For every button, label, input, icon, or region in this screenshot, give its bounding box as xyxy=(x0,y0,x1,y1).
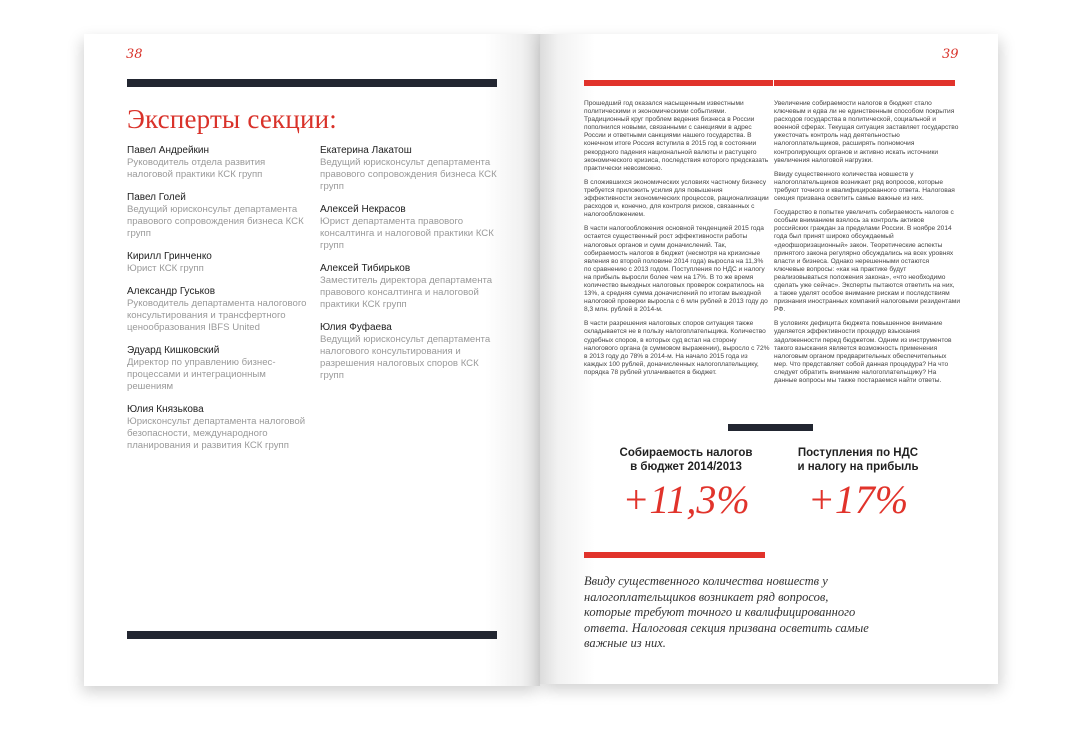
stat-value: +11,3% xyxy=(622,477,750,522)
expert-role: Ведущий юрисконсульт департамента правового сопровождения бизнеса КСК групп xyxy=(127,204,304,239)
top-red-bar-col1 xyxy=(584,80,773,86)
article-paragraph: Государство в попытке увеличить собираемость налогов с особым вниманием взялось за контроль активов российских граждан за пределами России. В ноябре 2014 года был принят широко обсуждаемый «деофшоризационный» закон. Теоретические аспекты принятого закона регулярно обсуждались на всех уровнях власти и бизнеса. Однако нерешенными остаются ключевые вопросы: «как на практике будут реализовываться положения закона», «что необходимо сделать уже сейчас». Эксперты пытаются ответить на них, а также уделят особое внимание рискам и последствиям признания иностранных компаний налоговыми резидентами РФ. xyxy=(774,209,961,314)
stat-label-line2: и налогу на прибыль xyxy=(797,461,919,473)
article-paragraph: Ввиду существенного количества новшеств у налогоплательщиков возникает ряд вопросов, которые требуют точного и квалифицированного ответа. Налоговая секция призвана осветить самые важные из них. xyxy=(774,170,955,203)
expert-name: Алексей Некрасов xyxy=(320,204,406,215)
stat-label-line2: в бюджет 2014/2013 xyxy=(630,461,742,473)
expert-role: Директор по управлению бизнес-процессами и интеграционным решениям xyxy=(127,357,276,392)
article-paragraph: Увеличение собираемости налогов в бюджет стало ключевым и едва ли не единственным способом покрытия расходов государства в политической, социальной и военной сферах. Текущая ситуация заставляет государство ужесточать контроль над деятельностью налогоплательщиков, расширять полномочия контролирующих органов и активно искать источники увеличения налоговой нагрузки. xyxy=(774,100,959,164)
expert-role: Ведущий юрисконсульт департамента правового сопровождения бизнеса КСК групп xyxy=(320,157,497,192)
expert-name: Юлия Князькова xyxy=(127,404,204,415)
expert-role: Заместитель директора департамента правового консалтинга и налоговой практики КСК групп xyxy=(320,275,493,310)
right-page xyxy=(540,34,998,684)
stat-block-vat-profit xyxy=(768,446,948,522)
expert-entry xyxy=(127,344,312,393)
expert-role: Ведущий юрисконсульт департамента налогового консультирования и разрешения налоговых споров КСК групп xyxy=(320,334,491,381)
top-divider-bar xyxy=(127,79,497,87)
stat-label-line1: Собираемость налогов xyxy=(619,447,753,459)
quote-red-bar xyxy=(584,552,765,558)
article-paragraph: В части налогообложения основной тенденцией 2015 года остается существенный рост эффективности работы налоговых органов и сумм доначислений. Так, собираемость налогов в бюджет (несмотря на кризисные явления во второй половине 2014 года) выросла на 11,3% по сравнению с 2013 годом. Поступления по НДС и налогу на прибыль выросли более чем на 17%. В то же время количество выездных налоговых проверок сократилось на 13%, а средняя сумма доначислений по итогам выездной налоговой проверки выросла с 6 млн рублей в 2013 году до 8,3 млн. рублей в 2014-м. xyxy=(584,225,768,314)
article-paragraph: В части разрешения налоговых споров ситуация также складывается не в пользу налогоплательщика. Количество судебных споров, в которых суд встал на сторону налогового органа (в суммовом выражении), выросло с 72% в 2013 году до 78% в 2014-м. На начало 2015 года из каждых 100 рублей, доначисленных налогоплательщику, порядка 78 рублей уплачивается в бюджет. xyxy=(584,320,770,376)
page-number-left: 38 xyxy=(126,47,143,62)
expert-name: Александр Гуськов xyxy=(127,286,216,297)
expert-entry xyxy=(127,403,312,452)
expert-name: Кирилл Гринченко xyxy=(127,251,212,262)
expert-name: Екатерина Лакатош xyxy=(320,145,412,156)
expert-role: Руководитель департамента налогового консультирования и трансфертного ценообразования IBFS United xyxy=(127,298,307,333)
page-number-right: 39 xyxy=(942,47,959,62)
article-paragraph: Прошедший год оказался насыщенным известными политическими и экономическими событиями. Традиционный круг проблем ведения бизнеса в России пополнился новыми, связанными с санкциями в адрес России и ответными санкциями нашего государства. В конечном итоге Россия вступила в 2015 год в состоянии рекордного падения национальной валюты и растущего экономического кризиса, последствия которого предсказать практически невозможно. xyxy=(584,100,769,172)
experts-column-1 xyxy=(127,144,312,462)
expert-entry xyxy=(127,191,312,240)
article-paragraph: В сложившихся экономических условиях частному бизнесу требуется приложить усилия для повышения эффективности экономических процессов, рационализации расходов и, конечно, для контроля рисков, связанных с налогообложением. xyxy=(584,178,769,219)
article-paragraph: В условиях дефицита бюджета повышенное внимание уделяется эффективности процедур взыскания задолженности перед бюджетом. Одним из инструментов такого взыскания является возможность применения налоговым органом предварительных обеспечительных мер. Что представляет собой данная процедура? На что следует обратить внимание налогоплательщику? На данные вопросы мы также постараемся найти ответы. xyxy=(774,320,952,384)
stat-label-line1: Поступления по НДС xyxy=(797,447,919,459)
stat-value: +17% xyxy=(807,477,909,522)
expert-name: Павел Голей xyxy=(127,192,186,203)
expert-role: Юрист КСК групп xyxy=(127,263,204,274)
experts-column-2 xyxy=(320,144,505,392)
expert-role: Руководитель отдела развития налоговой практики КСК групп xyxy=(127,157,266,180)
expert-entry xyxy=(320,321,505,382)
bottom-divider-bar xyxy=(127,631,497,639)
expert-name: Эдуард Кишковский xyxy=(127,345,220,356)
pull-quote: Ввиду существенного количества новшеств у налогоплательщиков возникает ряд вопросов, которые требуют точного и квалифицированного ответа. Налоговая секция призвана осветить самые важные из них. xyxy=(584,574,869,650)
expert-role: Юрисконсульт департамента налоговой безопасности, международного планирования и развития КСК групп xyxy=(127,416,306,451)
article-column-1 xyxy=(584,100,770,383)
expert-role: Юрист департамента правового консалтинга и налоговой практики КСК групп xyxy=(320,216,494,251)
section-title: Эксперты секции: xyxy=(127,104,337,134)
expert-entry xyxy=(320,144,505,193)
expert-entry xyxy=(127,144,312,181)
expert-name: Юлия Фуфаева xyxy=(320,322,392,333)
expert-entry xyxy=(320,262,505,311)
stat-label xyxy=(768,446,948,474)
stat-label xyxy=(596,446,776,474)
stat-block-tax-collection xyxy=(596,446,776,522)
stats-divider-bar xyxy=(728,424,813,431)
expert-entry xyxy=(127,250,312,275)
top-red-bar-col2 xyxy=(774,80,955,86)
left-page xyxy=(84,34,540,686)
expert-entry xyxy=(127,285,312,334)
article-column-2 xyxy=(774,100,960,391)
expert-name: Павел Андрейкин xyxy=(127,145,210,156)
expert-entry xyxy=(320,203,505,252)
expert-name: Алексей Тибирьков xyxy=(320,263,411,274)
